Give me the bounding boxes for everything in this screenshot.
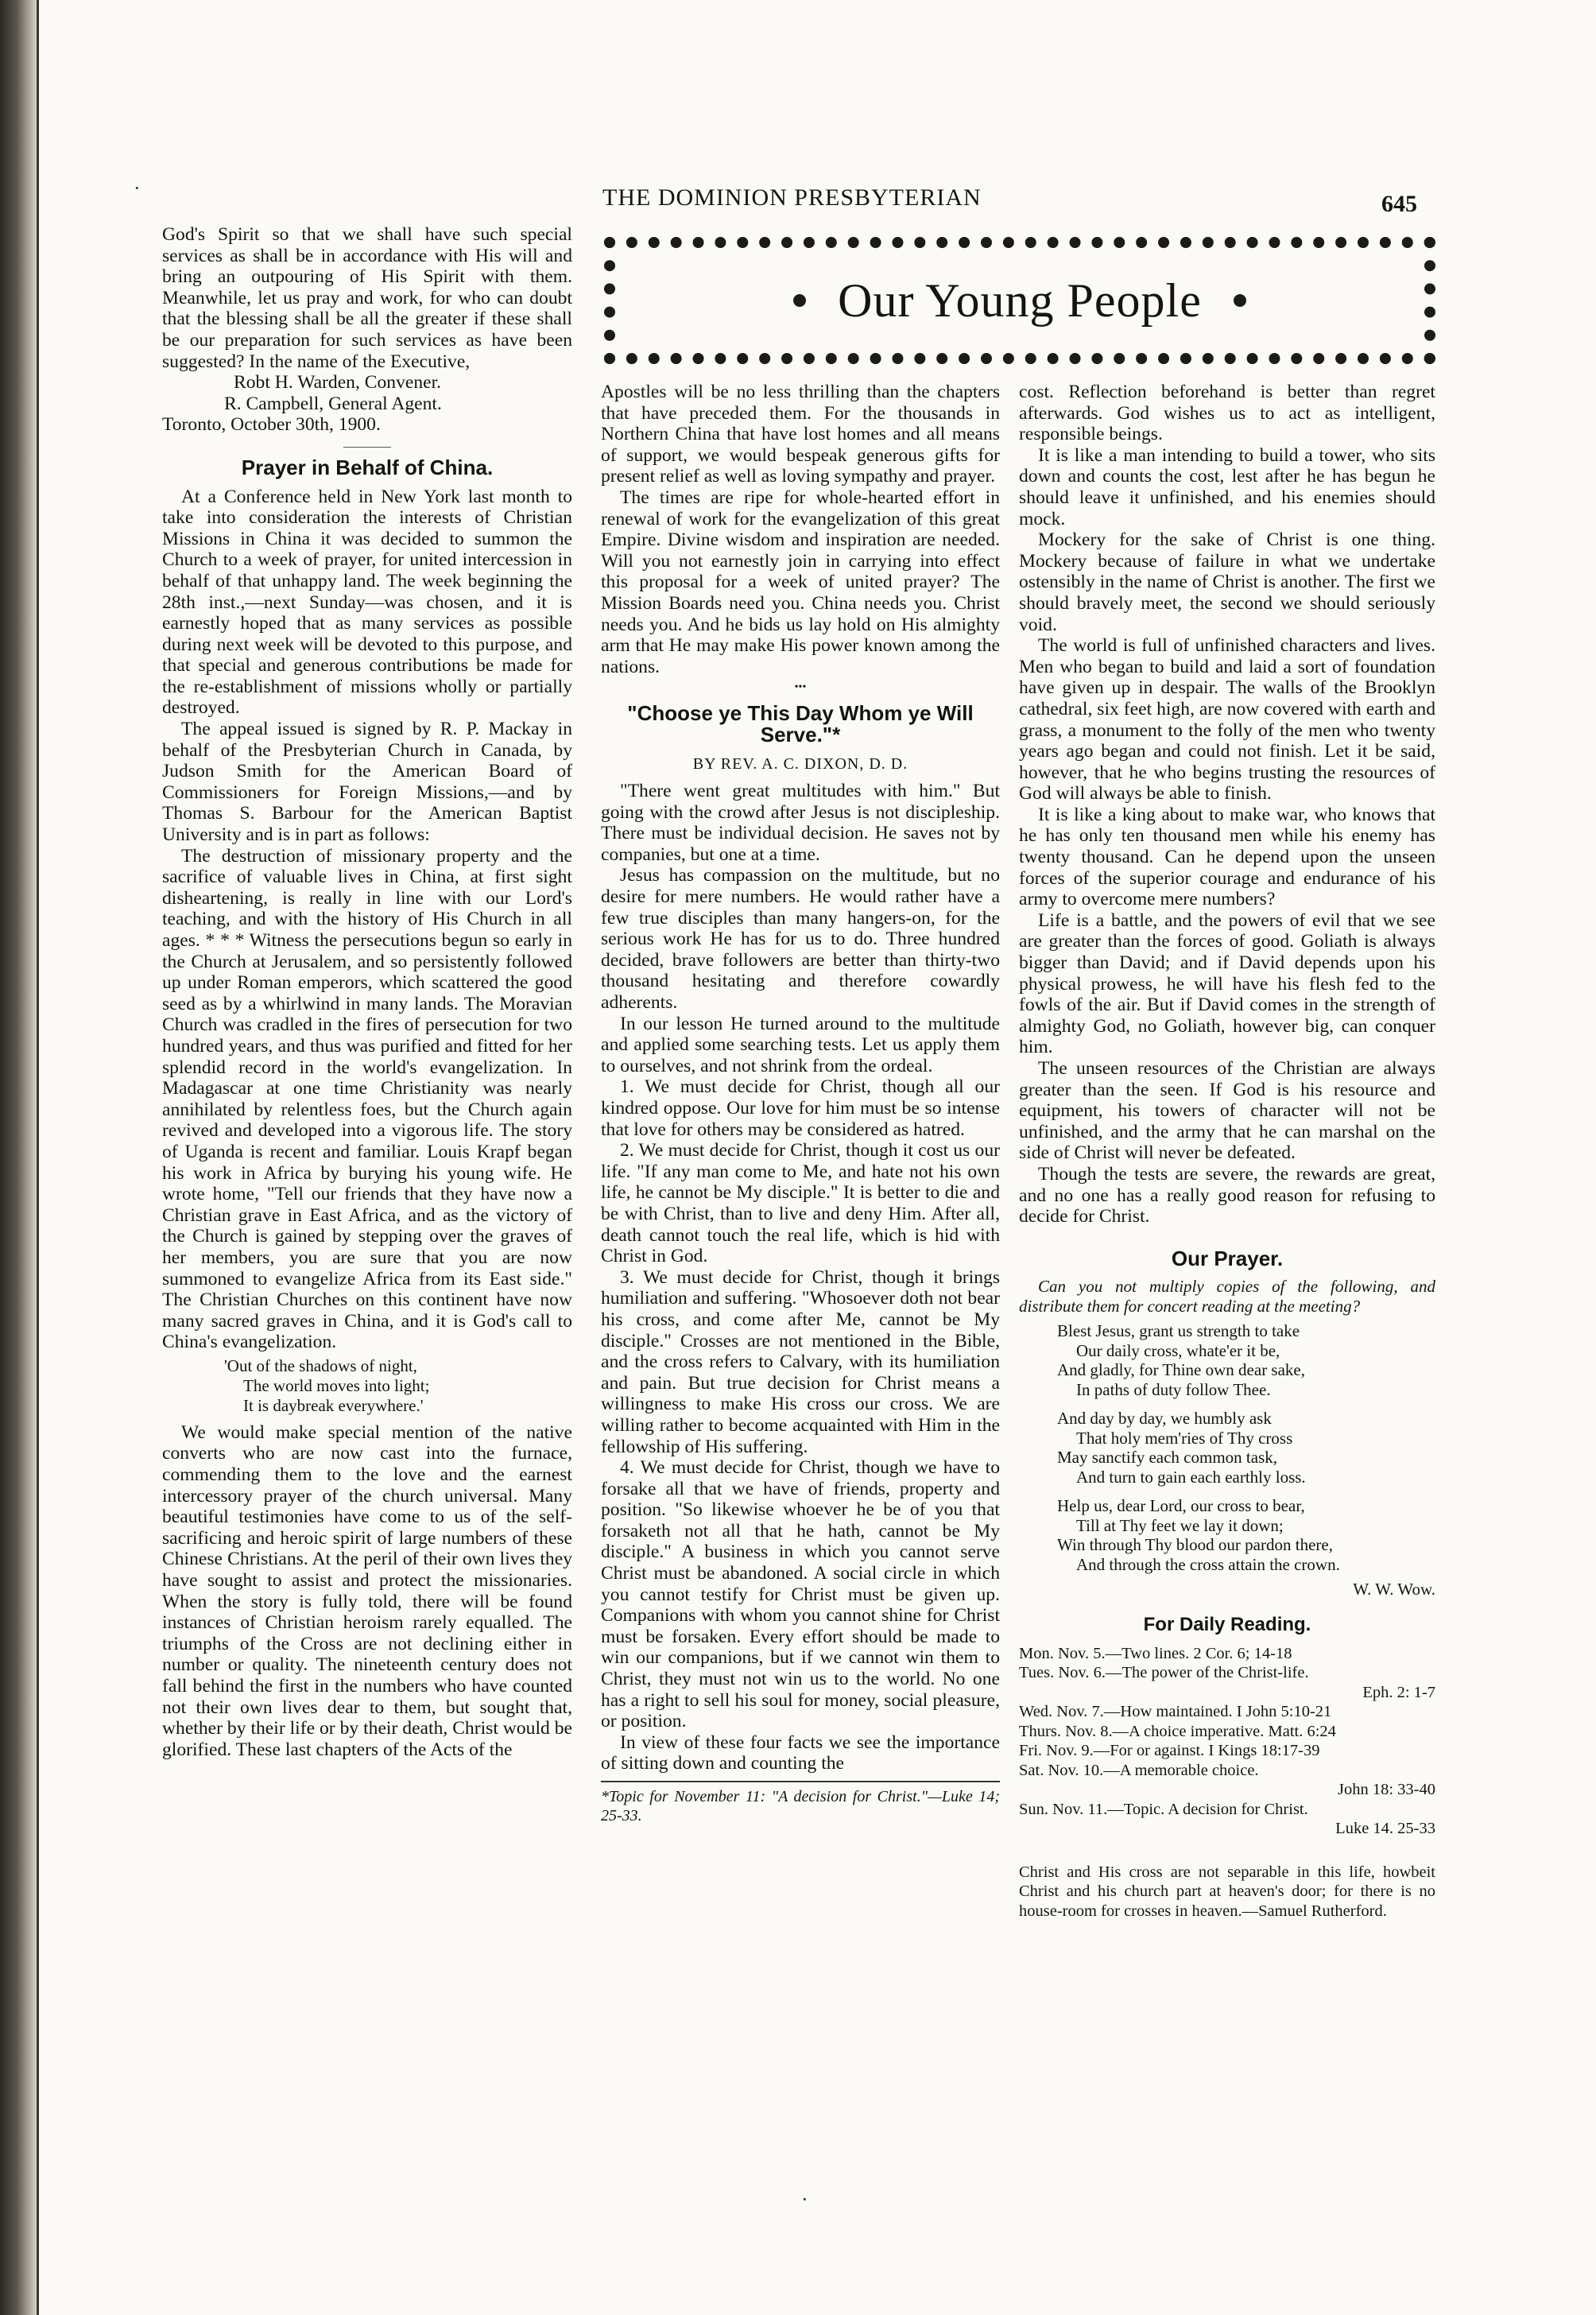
paragraph: The times are ripe for whole-hearted effort in renewal of work for the evangelization of this great Empire. Divine wisdom and inspiration are needed. Will you not earnestly join in carrying into effect this proposal for a week of united prayer? The Mission Boards need you. China needs you. Christ needs you. And he bids us lay hold on His almighty arm that He may make His power known among the nations. [601, 487, 1000, 677]
column-one [162, 224, 572, 1760]
hymn-stanza [1057, 1409, 1435, 1487]
reading-row: Sat. Nov. 10.—A memorable choice. [1019, 1761, 1259, 1779]
paragraph: The appeal issued is signed by R. P. Mackay in behalf of the Presbyterian Church in Canada, by Judson Smith for the American Board of Commissioners for Foreign Missions,—and by Thomas S. Barbour for the American Baptist University and is in part as follows: [162, 719, 572, 846]
poem-line: 'Out of the shadows of night, [224, 1355, 417, 1375]
hymn-line: Win through Thy blood our pardon there, [1057, 1535, 1333, 1555]
hymn-line: That holy mem'ries of Thy cross [1076, 1428, 1293, 1448]
page-number: 645 [1381, 191, 1417, 217]
paragraph: It is like a king about to make war, who knows that he has only ten thousand men while his enemy has twenty thousand. Can he depend upon the unseen forces of the superior courage and endurance of his army to overcome mere numbers? [1019, 804, 1435, 910]
column-three [1019, 382, 1435, 1921]
reading-heading: For Daily Reading. [1143, 1613, 1311, 1635]
footnote-rule [601, 1781, 1000, 1782]
hymn-line: And day by day, we humbly ask [1057, 1409, 1272, 1429]
page-left-rule [37, 0, 39, 2315]
poem-quote [224, 1356, 572, 1416]
prayer-note: Can you not multiply copies of the following, and distribute them for concert reading at the meeting? [1019, 1277, 1435, 1316]
article-heading-choose: "Choose ye This Day Whom ye Will Serve."* [627, 701, 974, 746]
reading-row: Tues. Nov. 6.—The power of the Christ-life. [1019, 1664, 1309, 1682]
hymn-line: Help us, dear Lord, our cross to bear, [1057, 1496, 1305, 1516]
paragraph: 4. We must decide for Christ, though we have to forsake all that we have of friends, property and position. "So likewise whoever he be of you that forsaketh not all that he hath, cannot be My disciple." A business in which you cannot serve Christ must be abandoned. A social circle in which you cannot testify for Christ must be given up. Companions with whom you cannot shine for Christ must be forsaken. Every effort should be made to win our companions, but if we cannot win them to Christ, they must not win us to the world. No one has a right to sell his soul for money, social pleasure, or position. [601, 1457, 1000, 1732]
paragraph: 1. We must decide for Christ, though all our kindred oppose. Our love for him must be so intense that love for others may be considered as hatred. [601, 1076, 1000, 1140]
closing-quote [1019, 1863, 1435, 1921]
dateline: Toronto, October 30th, 1900. [162, 414, 381, 436]
paragraph: In view of these four facts we see the importance of sitting down and counting the [601, 1731, 1000, 1774]
signature-convener: Robt H. Warden, Convener. [234, 372, 442, 394]
reading-row: Sun. Nov. 11.—Topic. A decision for Christ. [1019, 1800, 1308, 1818]
hymn-stanza [1057, 1321, 1435, 1399]
paragraph: Life is a battle, and the powers of evil that we see are greater than the forces of good. Goliath is always bigger than David; and if David depends upon his physical prowess, he will have his flesh fed to the fowls of the air. But if David comes in the strength of almighty God, no Goliath, however big, can conquer him. [1019, 909, 1435, 1058]
hymn-line: Our daily cross, whate'er it be, [1076, 1340, 1280, 1360]
reading-row: Eph. 2: 1-7 [1362, 1683, 1435, 1701]
section-banner [604, 237, 1435, 364]
reading-row: Mon. Nov. 5.—Two lines. 2 Cor. 6; 14-18 [1019, 1644, 1292, 1662]
paragraph: At a Conference held in New York last month to take into consideration the interests of Christian Missions in China it was decided to summon the Church to a week of prayer, for united intercession in behalf of that unhappy land. The week beginning the 28th inst.,—next Sunday—was chosen, and it is earnestly hoped that as many services as possible during next week will be devoted to this purpose, and that special and generous contributions be made for the re-establishment of missions wholly or partially destroyed. [162, 486, 572, 719]
hymn-stanza [1057, 1496, 1435, 1574]
paragraph: "There went great multitudes with him." But going with the crowd after Jesus is not discipleship. There must be individual decision. He saves not by companies, but one at a time. [601, 781, 1000, 865]
banner-dot-left [793, 294, 806, 307]
article-heading-china: Prayer in Behalf of China. [241, 455, 494, 479]
signature-agent: R. Campbell, General Agent. [224, 393, 442, 414]
paragraph: We would make special mention of the native converts who are now cast into the furnace, commending them to the love and the earnest intercessory prayer of the church universal. Many beautiful testimonies have come to us of the self-sacrificing and heroic spirit of large numbers of these Chinese Christians. At the peril of their own lives they have sought to assist and protect the missionaries. When the story is fully told, there will be found instances of Christian heroism rarely equalled. The triumphs of the Cross are not declining either in number or quality. The nineteenth century does not fall behind the first in the numbers who have counted not their own lives dear to them, but sought that, whether by their life or by their death, Christ would be glorified. These last chapters of the Acts of the [162, 1421, 572, 1760]
banner-title: Our Young People [838, 273, 1202, 327]
paragraph: Jesus has compassion on the multitude, but no desire for mere numbers. He would rather have a few true disciples than many hangers-on, for the serious work He has for us to do. Three hundred decided, brave followers are better than thirty-two thousand hesitating and therefore cowardly adherents. [601, 865, 1000, 1014]
footnote: *Topic for November 11: "A decision for Christ."—Luke 14; 25-33. [601, 1788, 1000, 1824]
reading-row: Fri. Nov. 9.—For or against. I Kings 18:17-39 [1019, 1742, 1320, 1760]
paragraph: 3. We must decide for Christ, though it brings humiliation and suffering. "Whosoever doth not bear his cross, and come after Me, cannot be My disciple." Crosses are not mentioned in the Bible, and the cross refers to Calvary, with its humiliation and pain. But true decision for Christ means a willingness to make His cross our cross. We are willing rather to become acquainted with Him in the fellowship of His suffering. [601, 1266, 1000, 1457]
hymn-line: Blest Jesus, grant us strength to take [1057, 1321, 1300, 1341]
byline: BY REV. A. C. DIXON, D. D. [692, 754, 908, 773]
paragraph: The world is full of unfinished characters and lives. Men who began to build and laid a sort of foundation have given up in despair. The walls of the Brooklyn cathedral, six feet high, are now covered with earth and grass, a monument to the folly of the men who twenty years ago began and could not finish. Let it be said, however, that he who begins trusting the resources of God will always be able to finish. [1019, 635, 1435, 805]
paragraph: 2. We must decide for Christ, though it cost us our life. "If any man come to Me, and hate not his own life, he cannot be My disciple." It is better to die and be with Christ, than to live and deny Him. After all, death cannot touch the real life, which is hid with Christ in God. [601, 1140, 1000, 1267]
page-binding-edge [0, 0, 37, 2315]
reading-row: Thurs. Nov. 8.—A choice imperative. Matt. 6:24 [1019, 1722, 1336, 1740]
paragraph: The destruction of missionary property and the sacrifice of valuable lives in China, at first sight disheartening, is really in line with our Lord's teaching, and with the history of His Church in all ages. * * * Witness the persecutions begun so early in the Church at Jerusalem, and so persistently followed up under Roman emperors, which scattered the good seed as by a whirlwind in many lands. The Moravian Church was cradled in the fires of persecution for two hundred years, and thus was purified and fitted for her splendid record in the world's evangelization. In Madagascar at one time Christianity was nearly annihilated by relentless foes, but the Church again revived and developed into a vigorous life. The story of Uganda is recent and familiar. Louis Krapf began his work in Africa by burying his young wife. He wrote home, "Tell our friends that they have now a Christian grave in East Africa, and as the victory of the Church is gained by stepping over the graves of her members, you are sure that you are now summoned to evangelize Africa from its East side." The Christian Churches on this continent have now many sacred graves in China, and it is God's call to China's evangelization. [162, 845, 572, 1353]
hymn-line: And turn to gain each earthly loss. [1076, 1467, 1306, 1487]
banner-dot-right [1234, 294, 1246, 307]
intro-paragraph: God's Spirit so that we shall have such special services as shall be in accordance with His will and bring an outpouring of His Spirit with them. Meanwhile, let us pray and work, for who can doubt that the blessing shall be all the greater if these shall be our preparation for such services as have been suggested? In the name of the Executive, [162, 224, 572, 372]
hymn-line: May sanctify each common task, [1057, 1448, 1277, 1468]
paragraph: Apostles will be no less thrilling than the chapters that have preceded them. For the thousands in Northern China that have lost homes and all means of support, we would bespeak generous gifts for present relief as well as loving sympathy and prayer. [601, 382, 1000, 487]
paragraph: In our lesson He turned around to the multitude and applied some searching tests. Let us apply them to ourselves, and not shrink from the ordeal. [601, 1013, 1000, 1076]
daily-reading-list [1019, 1644, 1435, 1839]
paragraph: It is like a man intending to build a tower, who sits down and counts the cost, lest after he has begun he should leave it unfinished, and his enemies should mock. [1019, 444, 1435, 529]
margin-mark: · [134, 176, 141, 200]
paragraph: The unseen resources of the Christian are always greater than the seen. If God is his resource and equipment, his towers of character will not be unfinished, and the army that he can marshal on the side of Christ will never be defeated. [1019, 1058, 1435, 1164]
margin-mark: · [801, 2188, 808, 2211]
paragraph: Though the tests are severe, the rewards are great, and no one has a really good reason for refusing to decide for Christ. [1019, 1163, 1435, 1227]
quote-text: Christ and His cross are not separable in this life, howbeit Christ and his church part at heaven's door; for there is no house-room for crosses in heaven.—Samuel Rutherford. [1019, 1863, 1435, 1920]
reading-row: John 18: 33-40 [1338, 1781, 1435, 1799]
prayer-heading: Our Prayer. [1171, 1246, 1284, 1270]
hymn-line: In paths of duty follow Thee. [1076, 1379, 1271, 1399]
hymn-line: And through the cross attain the crown. [1076, 1554, 1340, 1574]
running-title: THE DOMINION PRESBYTERIAN [602, 184, 982, 211]
hymn-line: And gladly, for Thine own dear sake, [1057, 1360, 1305, 1380]
reading-row: Luke 14. 25-33 [1335, 1820, 1435, 1838]
hymn-line: Till at Thy feet we lay it down; [1076, 1515, 1284, 1535]
hymn [1057, 1321, 1435, 1574]
column-two [601, 382, 1000, 1825]
ornament-divider: ••• [794, 681, 807, 694]
poem-line: The world moves into light; [243, 1375, 430, 1395]
section-divider [343, 440, 391, 448]
paragraph: Mockery for the sake of Christ is one thing. Mockery because of failure in what we undertake ostensibly in the name of Christ is another. The first we should bravely meet, the second we should seriously void. [1019, 529, 1435, 635]
paragraph: cost. Reflection beforehand is better than regret afterwards. God wishes us to act as intelligent, responsible beings. [1019, 382, 1435, 445]
reading-row: Wed. Nov. 7.—How maintained. I John 5:10-21 [1019, 1703, 1332, 1721]
hymn-author: W. W. Wow. [1353, 1580, 1435, 1600]
poem-line: It is daybreak everywhere.' [243, 1395, 424, 1415]
